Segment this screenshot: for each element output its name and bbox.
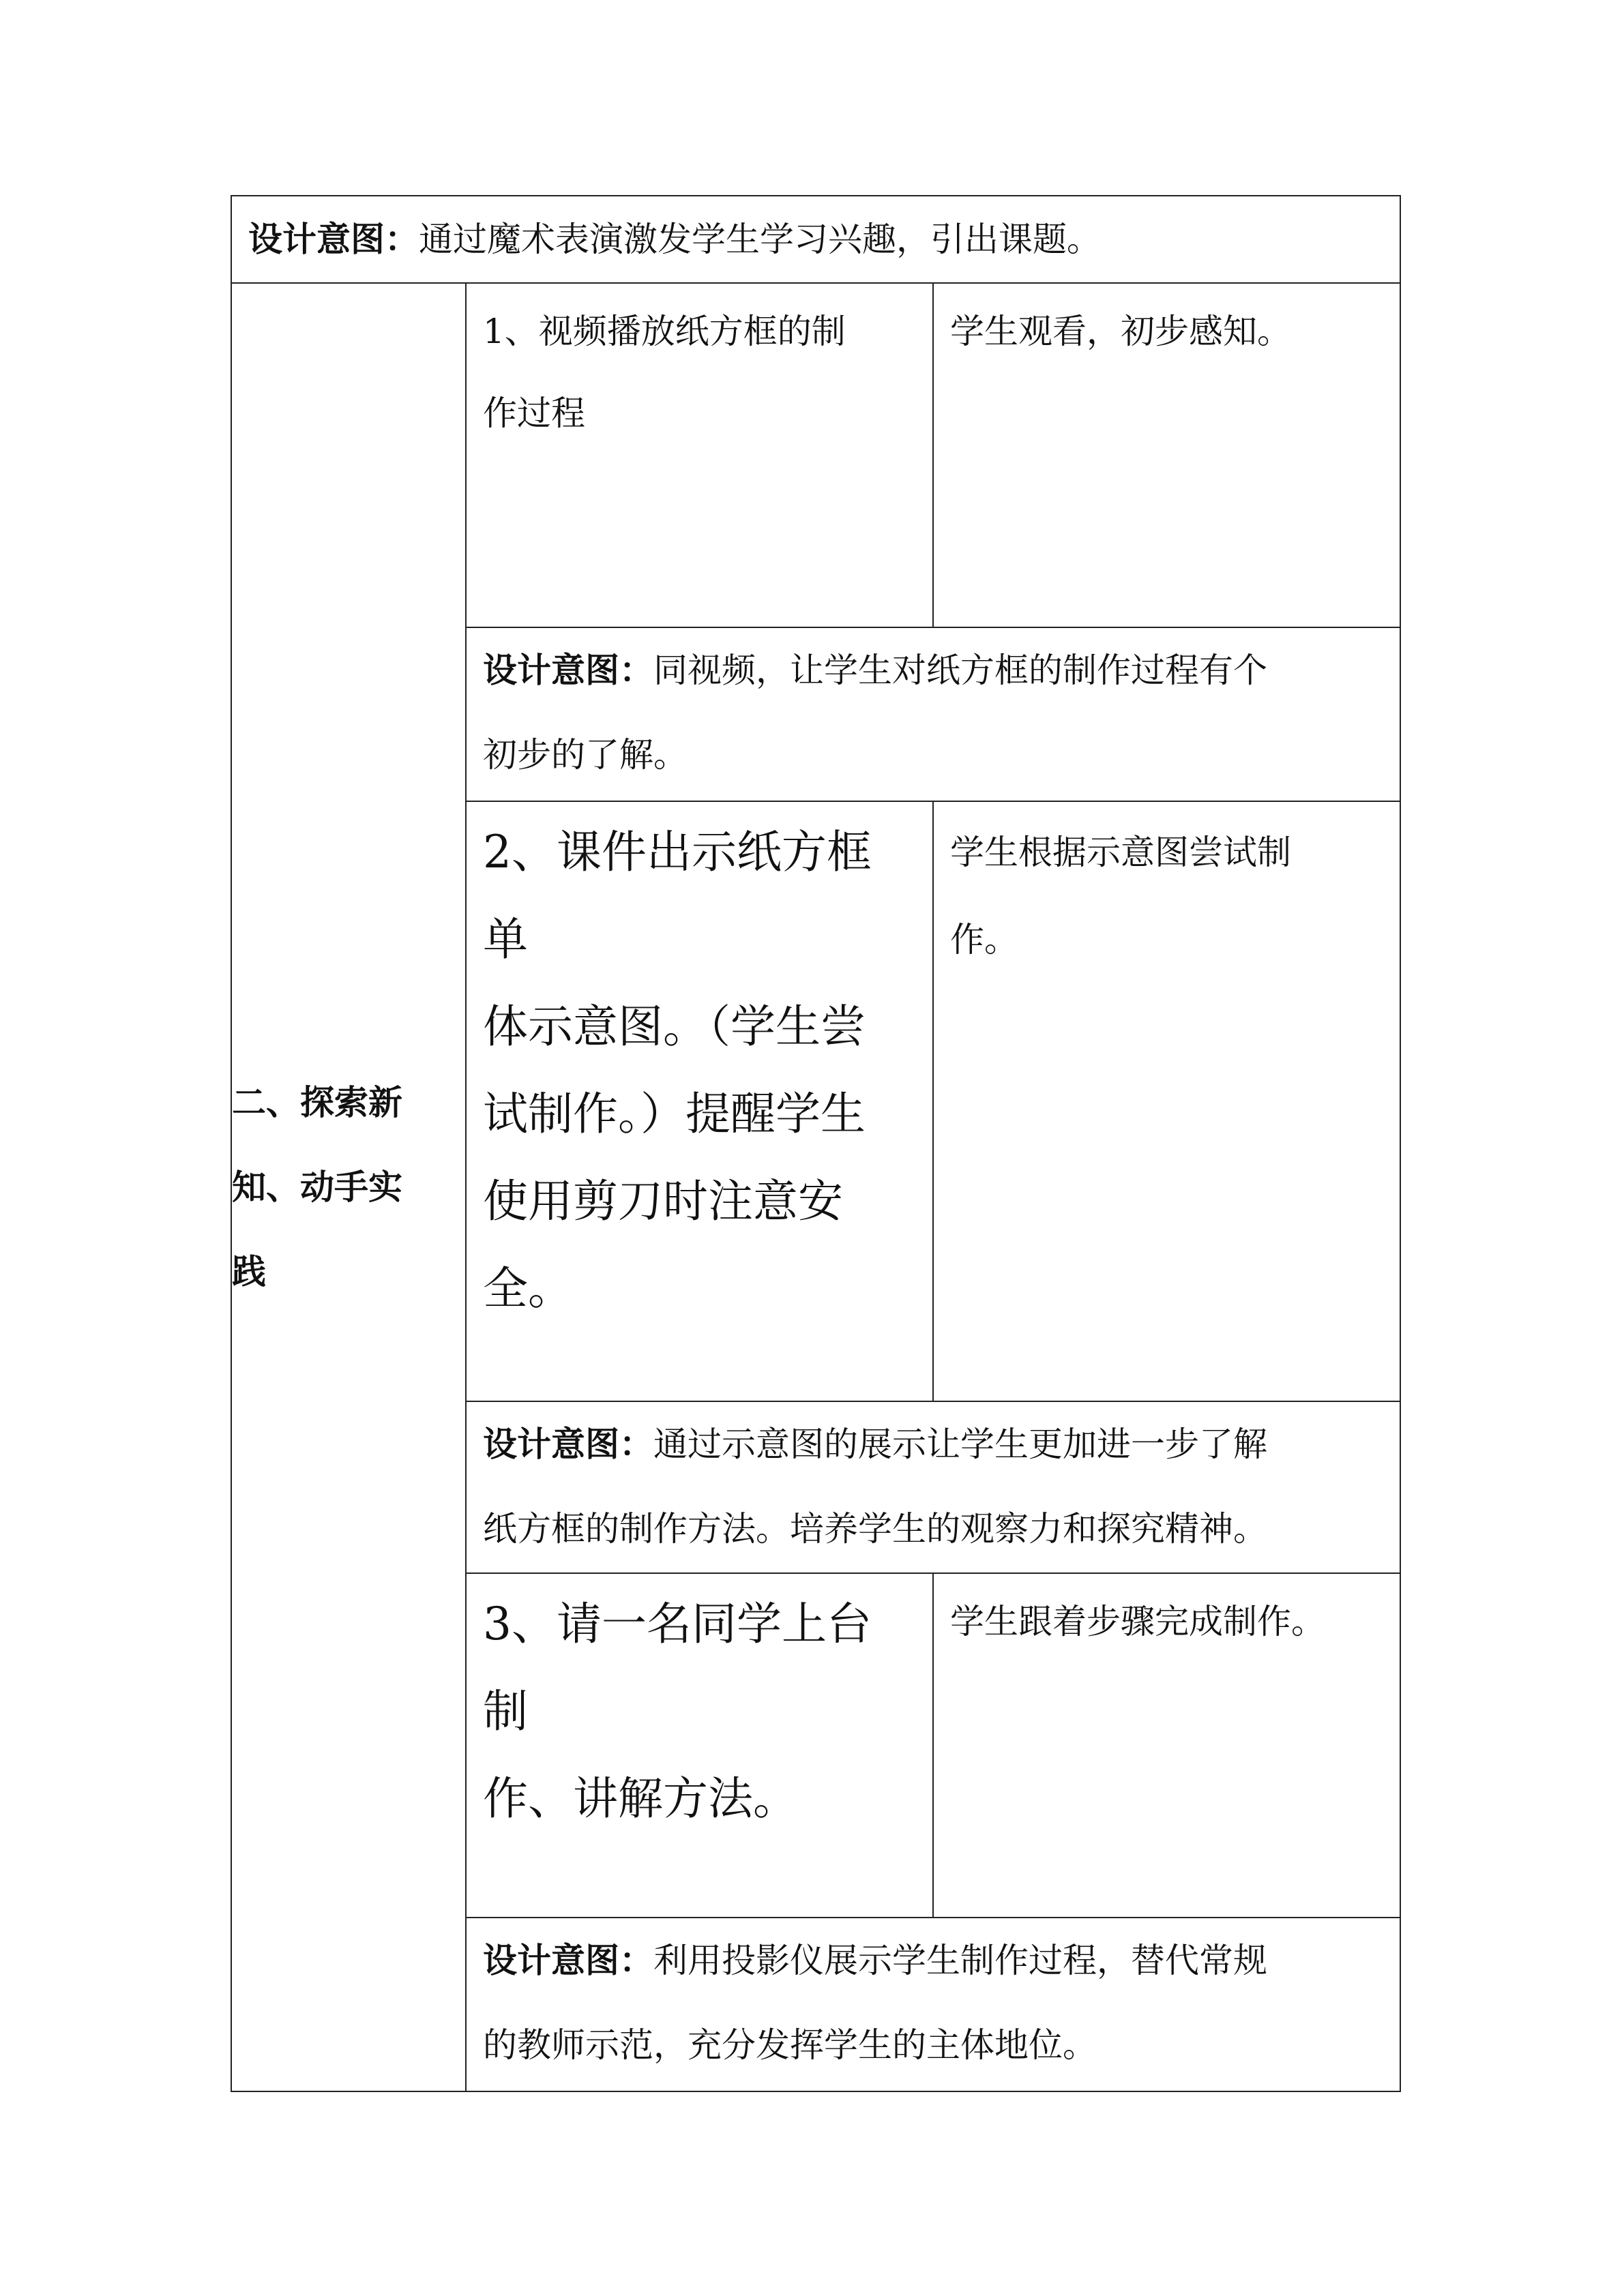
step-1-student-cell [933,283,1400,627]
intent-text: 纸方框的制作方法。培养学生的观察力和探究精神。 [483,1509,1267,1549]
intent-label: 设计意图： [483,1425,653,1464]
step-3-student-cell [933,1573,1400,1918]
step-3-teacher-cell [466,1573,933,1918]
step-1-row [231,283,1400,627]
student-line: 作。 [950,920,1018,959]
lesson-plan-table [231,195,1401,2092]
teacher-line: 体示意图。（学生尝 [483,1000,866,1053]
intent-label: 设计意图： [248,220,419,259]
teacher-line: 试制作。）提醒学生 [483,1088,866,1140]
stage-line: 知、动手实 [232,1167,402,1207]
teacher-line: 全。 [483,1262,573,1315]
student-line: 学生观看，初步感知。 [950,312,1291,351]
student-line: 学生跟着步骤完成制作。 [950,1602,1325,1641]
student-line: 学生根据示意图尝试制 [950,833,1291,872]
intent-text: 同视频，让学生对纸方框的制作过程有个 [653,651,1267,690]
stage-cell [231,283,466,2091]
step-2-student-cell [933,801,1400,1401]
teacher-line: 作、讲解方法。 [483,1772,798,1825]
teacher-line: 使用剪刀时注意安 [483,1175,843,1227]
intent-text: 通过示意图的展示让学生更加进一步了解 [653,1425,1267,1464]
teacher-line: 1、视频播放纸方框的制 [483,312,846,351]
intent-text: 通过魔术表演激发学生学习兴趣，引出课题。 [419,220,1101,259]
step-1-teacher-cell [466,283,933,627]
intent-text: 初步的了解。 [483,735,688,775]
teacher-line: 2、课件出示纸方框单 [483,826,872,966]
teacher-line: 3、请一名同学上台制 [483,1598,872,1738]
intent-label: 设计意图： [483,651,653,690]
intro-intent-row [231,196,1400,283]
stage-line: 践 [232,1252,266,1292]
intent-text: 利用投影仪展示学生制作过程，替代常规 [653,1941,1267,1980]
teacher-line: 作过程 [483,393,585,433]
step-2-teacher-cell [466,801,933,1401]
stage-line: 二、探索新 [232,1083,402,1122]
intro-intent-cell [231,196,1400,283]
step-1-intent-cell [466,627,1400,801]
intent-text: 的教师示范，充分发挥学生的主体地位。 [483,2025,1097,2065]
intent-label: 设计意图： [483,1941,653,1980]
step-3-intent-cell [466,1918,1400,2091]
step-2-intent-cell [466,1401,1400,1573]
